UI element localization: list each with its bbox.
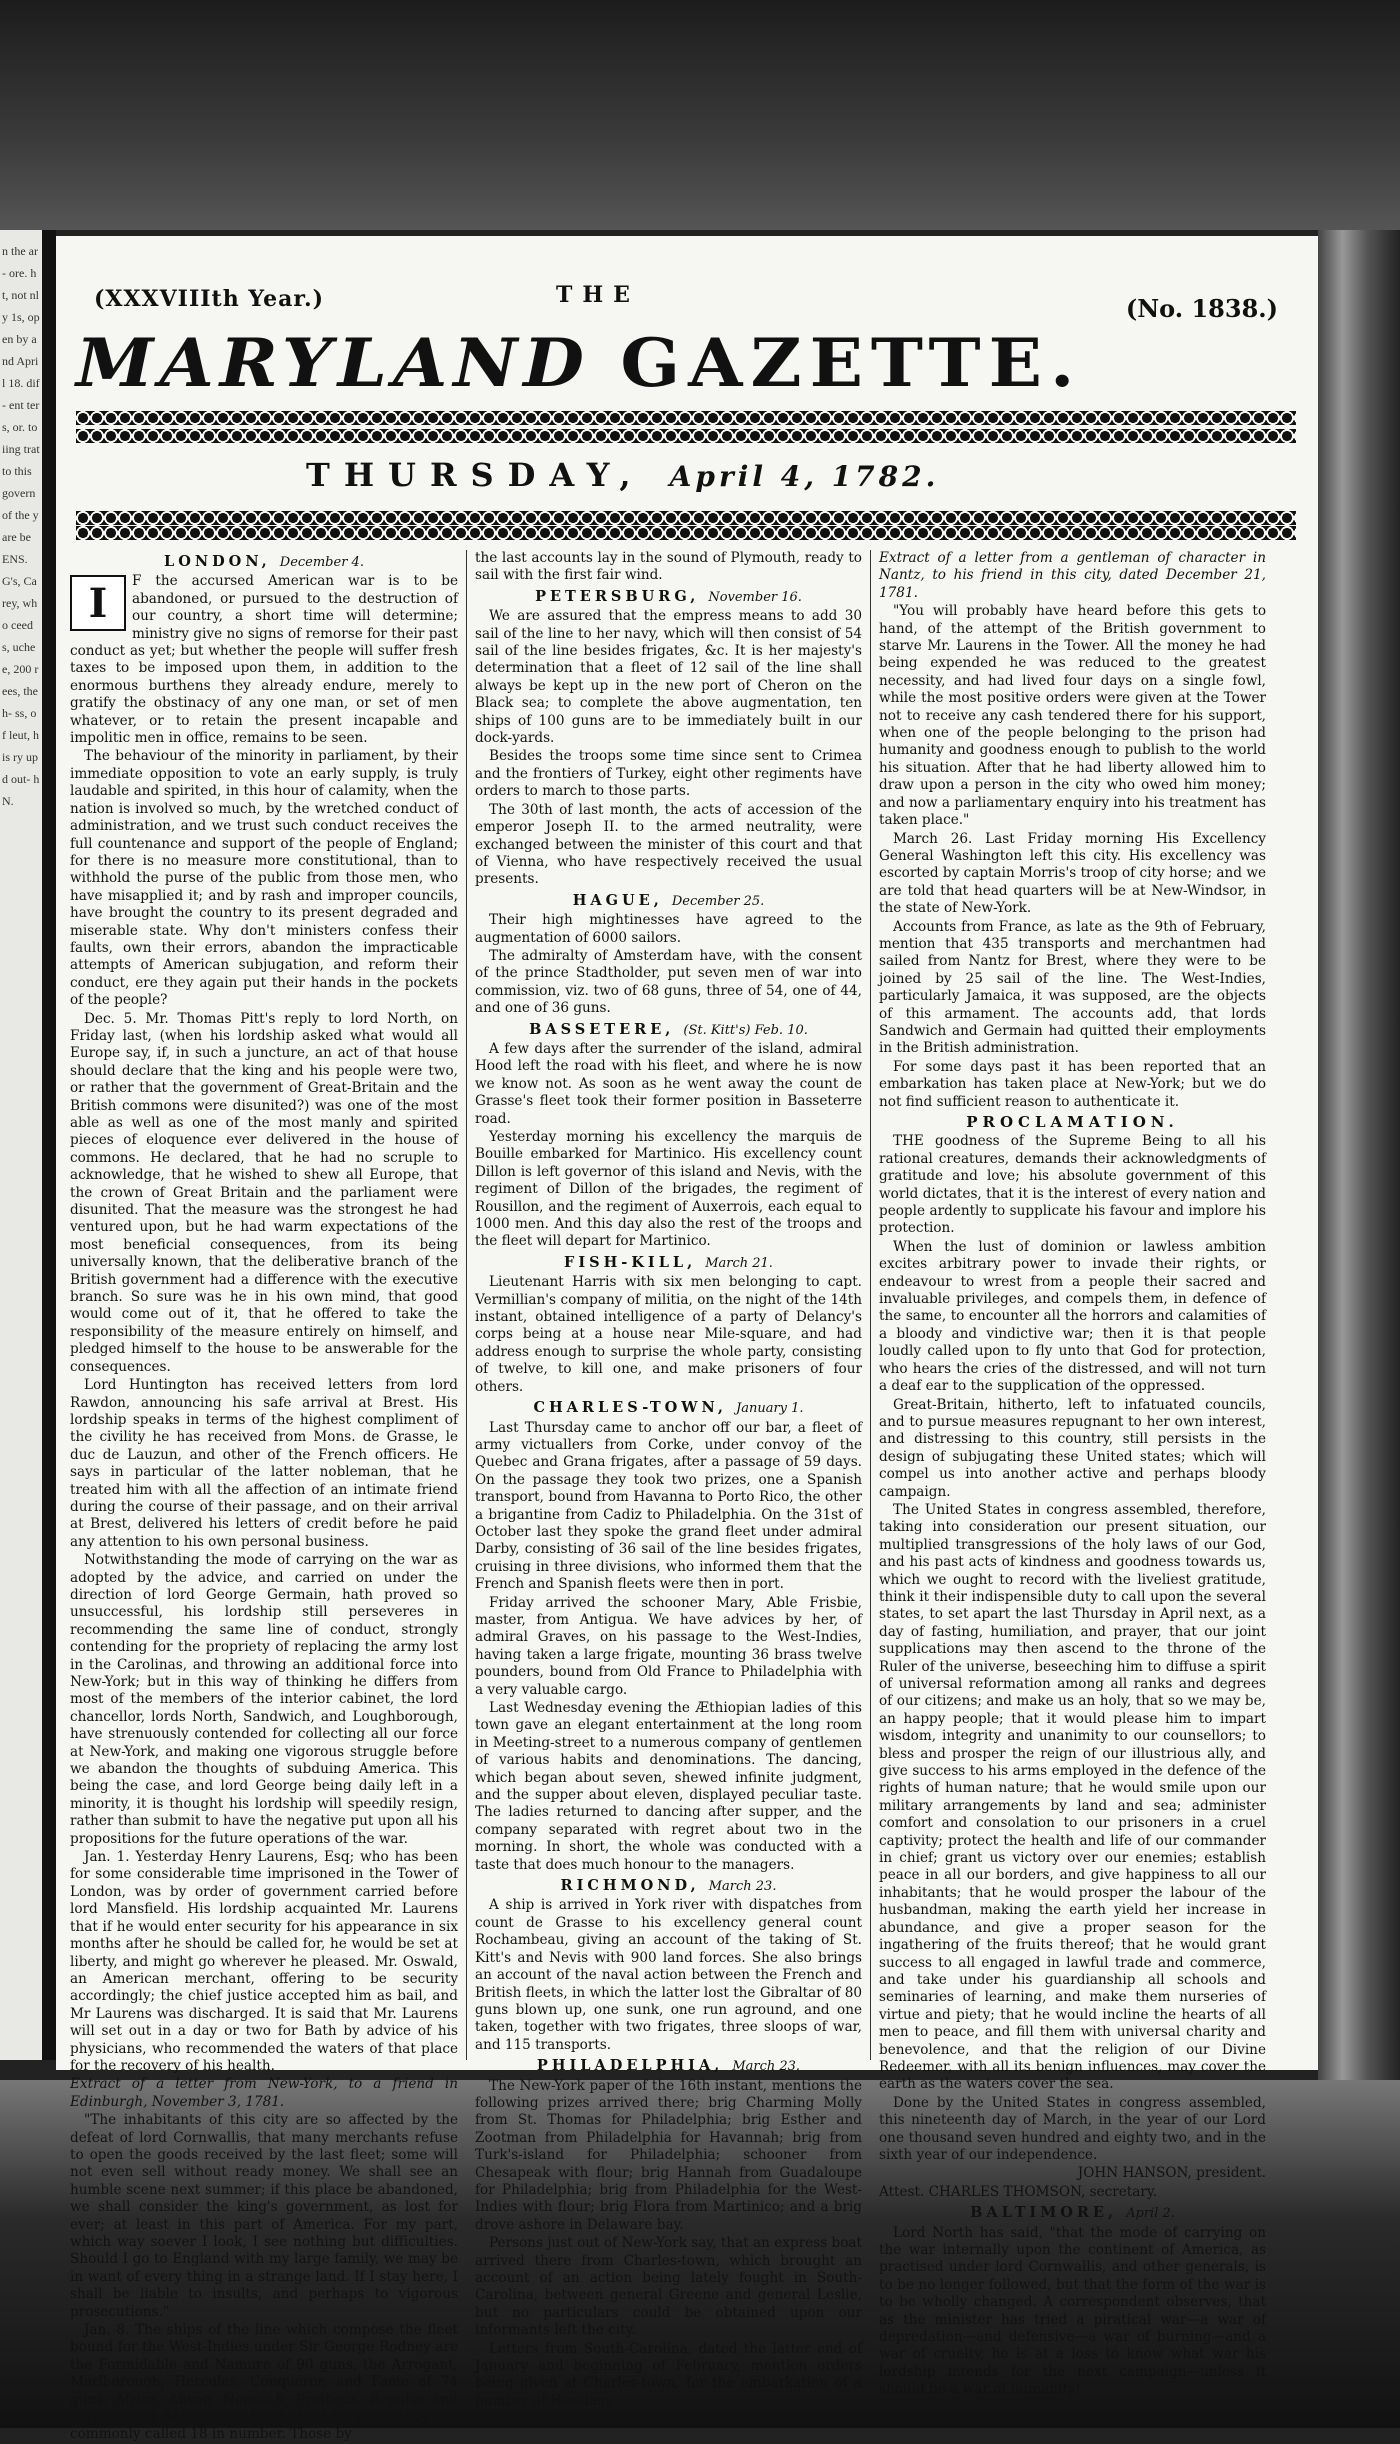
paragraph: Lord North has said, "that the mode of carrying on the war internally upon the continent of America, as practised under lord Cornwallis, and other generals, is to be no longer followed, but that the form of the war is to be wholly changed. A correspondent observes, that as the minister has tried a piratical war—a war of depredation—and defensive—a war of burning—and a war of cruelty, he is at a loss to know what war his lordship intends for the next campaign—unless it should be a war of humanity! (879, 2224, 1266, 2398)
paragraph: The admiralty of Amsterdam have, with the consent of the prince Stadtholder, put seven men of war into commission, viz. two of 68 guns, three of 54, one of 44, and one of 36 guns. (475, 947, 862, 1017)
paragraph: "You will probably have heard before this gets to hand, of the attempt of the British government to starve Mr. Laurens in the Tower. All the money he had being expended he was reduced to the greatest necessity, and had lived four days on a single fowl, while the most positive orders were given at the Tower not to receive any cash tendered there for his support, when one of the people belonging to the prison had humanity and goodness enough to publish to the world his situation. After that he had liberty allowed him to draw upon a person in the city who owed him money; and now a parliamentary enquiry into his treatment has taken place." (879, 603, 1266, 829)
ornament-rule (76, 411, 1296, 425)
extract-heading: Extract of a letter from New-York, to a friend in Edinburgh, November 3, 1781. (70, 2076, 458, 2110)
paragraph: When the lust of dominion or lawless ambition excites arbitrary power to invade their rights, or endeavour to wrest from a people their sacred and invaluable privileges, and compels them, in defence of the same, to encounter all the horrors and calamities of a bloody and vindictive war; then it is that people loudly called upon to fly unto that God for protection, who hears the cries of the distressed, and will not turn a deaf ear to the supplication of the oppressed. (879, 1238, 1266, 1395)
paragraph: Done by the United States in congress assembled, this nineteenth day of March, in the year of our Lord one thousand seven hundred and eighty two, and in the sixth year of our independence. (879, 2094, 1266, 2163)
dateline-baltimore: BALTIMORE, April 2. (970, 2204, 1175, 2222)
ornament-rule (76, 526, 1296, 540)
newspaper-title (76, 323, 1296, 402)
paragraph: Persons just out of New-York say, that an express boat arrived there from Charles-town, which brought an account of an action being lately fought in South-Carolina, between general Greene and general Leslie, but no particulars could be obtained upon our informants left the city. (475, 2235, 862, 2339)
paragraph: Jan. 8. The ships of the line which compose the fleet bound for the West-Indies under Sir George Rodney are the Formidable and Namure of 90 guns, the Arrogant, Marlborough, Hercules, Conqueror, and Fame of 74 guns; Africa, Anson, Nonsuch, Protheus, Repulse and Yarmouth of 64; and the Dunkirk of 60 guns; they are commonly called 18 in number. Those by (70, 2322, 458, 2443)
paragraph: A ship is arrived in York river with dispatches from count de Grasse to his excellency general count Rochambeau, giving an account of the taking of St. Kitt's and Nevis with 900 land forces. She also brings an account of the naval action between the French and British fleets, in which the latter lost the Gibraltar of 80 guns blown up, one sunk, one run aground, and one taken, together with two frigates, three sloops of war, and 115 transports. (475, 1897, 862, 2053)
book-edge (1318, 230, 1400, 2080)
signature-secretary: Attest. CHARLES THOMSON, secretary. (879, 2183, 1158, 2200)
extract-heading: Extract of a letter from a gentleman of character in Nantz, to his friend in this city, dated December 21, 1781. (879, 550, 1266, 601)
dateline-philadelphia: PHILADELPHIA, March 23. (536, 2057, 801, 2075)
adjacent-page-text: n the ar- ore. ht, not nly 1s, open by a nd April 18. dif- ent ters, or. to iing trat to this govern of the y are be ENS. G's, Carey, who ceeds, uchee, 200 rees, the h- ss, of leut, his ry up d out- h N. (2, 244, 40, 808)
scan-top-shadow (0, 0, 1400, 230)
ornament-rule (76, 429, 1296, 443)
paragraph: Besides the troops some time since sent to Crimea and the frontiers of Turkey, eight other regiments have orders to march to those parts. (475, 748, 862, 800)
paragraph: Accounts from France, as late as the 9th of February, mention that 435 transports and merchantmen had sailed from Nantz for Brest, where they were to be joined by 25 sail of the line. The West-Indies, particularly Jamaica, it was supposed, are the objects of this armament. The accounts add, that lords Sandwich and Germain had quitted their employments in the British administration. (879, 918, 1266, 1057)
paragraph: The behaviour of the minority in parliament, by their immediate opposition to vote an early supply, is truly laudable and spirited, in this hour of calamity, when the nation is involved so much, by the wretched conduct of administration, and we trust such conduct receives the full countenance and support of the people of England; for there is no measure more constitutional, than to withhold the purse of the public from those men, who have misapplied it; and by rash and improper councils, have brought the country to its present degraded and miserable state. Why don't ministers confess their faults, own their errors, abandon the impracticable attempts of American subjugation, and reform their conduct, ere they again put their hands in the pockets of the people? (70, 748, 458, 1009)
paragraph: We are assured that the empress means to add 30 sail of the line to her navy, which will then consist of 54 sail of the line besides frigates, &c. It is her majesty's determination that a fleet of 12 sail of the line shall always be kept up in the new port of Cheron on the Black sea; to complete the above augmentation, ten ships of 100 guns are to be immediately built in our dock-yards. (475, 608, 862, 747)
paragraph: The New-York paper of the 16th instant, mentions the following prizes arrived there; brig Charming Molly from St. Thomas for Philadelphia; brig Esther and Zootman from Philadelphia for Havannah; brig from Turk's-island for Philadelphia; schooner from Chesapeak with flour; brig Hannah from Guadaloupe for Philadelphia; brig from Philadelphia for the West-Indies with flour; brig Flora from Martinico; and a brig drove ashore in Delaware bay. (475, 2077, 862, 2233)
masthead (56, 236, 1318, 546)
paragraph: Dec. 5. Mr. Thomas Pitt's reply to lord North, on Friday last, (when his lordship asked what would all Europe say, if, in such a juncture, an act of that house should declare that the king and his people were two, or rather that the government of Great-Britain and the British commons were disunited?) was one of the most able as well as one of the most manly and spirited pieces of eloquence ever delivered in the house of commons. He declared, that he had no scruple to acknowledge, that he wished to shew all Europe, that the crown of Great Britain and the parliament were disunited. That the measure was the strongest he had ventured upon, but he had warm expectations of the most beneficial consequences, from its being universally known, that the deliberative branch of the British government had a difference with the executive branch. So sure was he in his own mind, that good would come out of it, that he offered to take the responsibility of the measure entirely on himself, and pledged himself to the house to be answerable for the consequences. (70, 1010, 458, 1375)
columns (62, 550, 1312, 2443)
column-1 (62, 550, 466, 2443)
dateline-charles-town: CHARLES-TOWN, January 1. (533, 1399, 804, 1417)
binding-gutter (42, 230, 56, 2060)
masthead-the: THE (556, 282, 640, 308)
drop-cap: I (70, 575, 126, 631)
paragraph: Jan. 1. Yesterday Henry Laurens, Esq; who has been for some considerable time imprisoned in the Tower of London, was by order of government carried before lord Mansfield. His lordship acquainted Mr. Laurens that if he would enter security for his appearance in six months after he should be called for, he would be set at liberty, and might go wherever he pleased. Mr. Oswald, an American merchant, offering to be security accordingly; the chief justice accepted him as bail, and Mr Laurens was discharged. It is said that Mr. Laurens will set out in a day or two for Bath by advice of his physicians, who recommended the waters of that place for the recovery of his health. (70, 1849, 458, 2074)
paragraph: F the accursed American war is to be abandoned, or pursued to the destruction of our country, a short time will determine; ministry give no signs of remorse for their past conduct as yet; but whether the people will suffer fresh taxes to be imposed upon them, in addition to the enormous burthens they already endure, merely to gratify the obstinacy of any one man, or set of men whatever, or to retain the present incapable and impolitic men in office, remains to be seen. (70, 573, 458, 747)
issue-day: THURSDAY, (306, 456, 645, 494)
issue-date (306, 456, 939, 494)
paragraph: the last accounts lay in the sound of Plymouth, ready to sail with the first fair wind. (475, 550, 862, 584)
paragraph: For some days past it has been reported that an embarkation has taken place at New-York; but we do not find sufficient reason to authenticate it. (879, 1058, 1266, 1110)
dateline-fish-kill: FISH-KILL, March 21. (564, 1253, 773, 1271)
ornament-rule (76, 511, 1296, 525)
paragraph: The 30th of last month, the acts of accession of the emperor Joseph II. to the armed neutrality, were exchanged between the minister of this court and that of Vienna, who have respectively received the usual presents. (475, 801, 862, 888)
paragraph: Notwithstanding the mode of carrying on the war as adopted by the advice, and carried on under the direction of lord George Germain, hath proved so unsuccessful, his lordship still perseveres in recommending the same line of conduct, strongly contending for the propriety of replacing the army lost in the Carolinas, and throwing an additional force into New-York; but in this way of thinking he differs from most of the members of the interior cabinet, the lord chancellor, lords North, Sandwich, and Loughborough, have strenuously contended for collecting all our force at New-York, and making one vigorous struggle before we abandon the thoughts of subduing America. This being the case, and lord George being daily left in a minority, it is thought his lordship will speedily resign, rather than submit to have the negative put upon all his propositions for the future operations of the war. (70, 1552, 458, 1847)
paragraph: Lord Huntington has received letters from lord Rawdon, announcing his safe arrival at Brest. His lordship speaks in terms of the highest compliment of the civility he has received from Mons. de Grasse, le duc de Lauzun, and other of the French officers. He says in particular of the latter nobleman, that he treated him with all the affection of an intimate friend during the course of their passage, and on their arrival at Brest, delivered his letters of credit before he paid any attention to his own personal business. (70, 1377, 458, 1550)
dateline-basseterre: BASSETERE, (St. Kitt's) Feb. 10. (529, 1020, 808, 1038)
paragraph: Friday arrived the schooner Mary, Able Frisbie, master, from Antigua. We have advices by her, of admiral Graves, on his passage to the West-Indies, having taken a large frigate, mounting 36 brass twelve pounders, bound from Old France to Philadelphia with a very valuable cargo. (475, 1594, 862, 1698)
paragraph: A few days after the surrender of the island, admiral Hood left the road with his fleet, and where he is now we know not. As soon as he went away the count de Grasse's fleet took their former position in Basseterre road. (475, 1040, 862, 1127)
paragraph: Last Thursday came to anchor off our bar, a fleet of army victuallers from Corke, under convoy of the Quebec and Grana frigates, after a passage of 59 days. On the passage they took two prizes, one a Spanish transport, bound from Havanna to Porto Rico, the other a brigantine from Cadiz to Philadelphia. On the 31st of October last they spoke the grand fleet under admiral Darby, consisting of 36 sail of the line besides frigates, cruising in three divisions, who informed them that the French and Spanish fleets were then in port. (475, 1419, 862, 1593)
column-3 (870, 550, 1274, 2398)
title-gazette: GAZETTE. (620, 323, 1083, 402)
paragraph: Their high mightinesses have agreed to the augmentation of 6000 sailors. (475, 912, 862, 946)
dateline-petersburg: PETERSBURG, November 16. (535, 587, 802, 605)
paragraph: March 26. Last Friday morning His Excellency General Washington left this city. His excellency was escorted by captain Morris's troop of city horse; and we are told that head quarters will be at New-Windsor, in the state of New-York. (879, 830, 1266, 917)
paragraph: Lieutenant Harris with six men belonging to capt. Vermillian's company of militia, on the night of the 14th instant, obtained intelligence of a party of Delancy's corps being at a house near Mile-square, and had address enough to surprise the whole party, consisting of twelve, to kill one, and make prisoners of four others. (475, 1274, 862, 1395)
dateline-london: LONDON, December 4. (164, 553, 364, 570)
dateline-hague: HAGUE, December 25. (572, 891, 765, 909)
paragraph: "The inhabitants of this city are so affected by the defeat of lord Cornwallis, that many merchants refuse to open the goods received by the last fleet; some will not even sell without ready money. We shall see an humble scene next summer; if this place be abandoned, we shall consider the king's government, as lost for ever; at least in this part of America. For my part, which way soever I look, I see nothing but difficulties. Should I go to England with my large family, we may be in want of every thing in a strange land. If I stay here, I shall be liable to insults, and perhaps to vigorous prosecutions." (70, 2112, 458, 2320)
newspaper-page (56, 236, 1318, 2443)
issue-date-text: April 4, 1782. (669, 460, 940, 493)
dateline-richmond: RICHMOND, March 23. (560, 1877, 777, 1895)
paragraph: Letters from South-Carolina, dated the latter end of January and beginning of February, mention orders being given at Charles-town, for the embarkation of a number of Hessians. (475, 2340, 862, 2409)
volume-year: (XXXVIIIth Year.) (94, 286, 325, 312)
paragraph: The United States in congress assembled, therefore, taking into consideration our present situation, our multiplied transgressions of the holy laws of our God, and his past acts of kindness and goodness towards us, which we ought to record with the liveliest gratitude, think it their indispensible duty to call upon the several states, to set apart the last Thursday in April next, as a day of fasting, humiliation, and prayer, that our joint supplications may then ascend to the throne of the Ruler of the universe, beseeching him to diffuse a spirit of universal reformation among all ranks and degrees of our citizens; and make us an holy, that so we may be, an happy people; that it would please him to impart wisdom, integrity and unanimity to our counsellors; to bless and prosper the reign of our illustrious ally, and give success to his arms employed in the defence of the rights of human nature; that he would smile upon our military arrangements by land and sea; administer comfort and consolation to our prisoners in a cruel captivity; protect the health and life of our commander in chief; grant us victory over our enemies; establish peace in all our borders, and give happiness to all our inhabitants; that he would prosper the labour of the husbandman, making the earth yield her increase in abundance, and give a proper season for the ingathering of the fruits thereof; that he would grant success to all engaged in lawful trade and commerce, and take under his guardianship all schools and seminaries of learning, and make them nurseries of virtue and piety; that he would incline the hearts of all men to peace, and fill them with universal charity and benevolence, and that the religion of our Divine Redeemer, with all its benign influences, may cover the earth as the waters cover the sea. (879, 1501, 1266, 2093)
paragraph: THE goodness of the Supreme Being to all his rational creatures, demands their acknowledgments of gratitude and love; his absolute government of this world dictates, that it is the interest of every nation and people ardently to supplicate his favour and implore his protection. (879, 1133, 1266, 1237)
signature-president: JOHN HANSON, president. (1077, 2165, 1266, 2182)
issue-number: (No. 1838.) (1125, 294, 1278, 323)
title-maryland: MARYLAND (76, 323, 591, 402)
paragraph: Great-Britain, hitherto, left to infatuated councils, and to pursue measures repugnant to her own interest, and distressing to this country, still persists in the design of subjugating these United states; which will compel us into another active and perhaps bloody campaign. (879, 1396, 1266, 1500)
paragraph: Yesterday morning his excellency the marquis de Bouille embarked for Martinico. His excellency count Dillon is left governor of this island and Nevis, with the regiment of Dillon of the brigades, the regiment of Rousillon, and the regiment of Auxerrois, each equal to 1000 men. And this day also the rest of the troops and the fleet will depart for Martinico. (475, 1129, 862, 1250)
column-2 (466, 550, 870, 2409)
adjacent-page-strip (0, 230, 42, 2060)
paragraph: Last Wednesday evening the Æthiopian ladies of this town gave an elegant entertainment at the long room in Meeting-street to a numerous company of gentlemen of various habits and denominations. The dancing, which began about seven, shewed infinite judgment, and the supper about eleven, displayed peculiar taste. The ladies returned to dancing after supper, and the company separated with regret about two in the morning. In short, the whole was conducted with a taste that does much honour to the managers. (475, 1700, 862, 1873)
proclamation-heading: PROCLAMATION. (966, 1113, 1179, 1131)
